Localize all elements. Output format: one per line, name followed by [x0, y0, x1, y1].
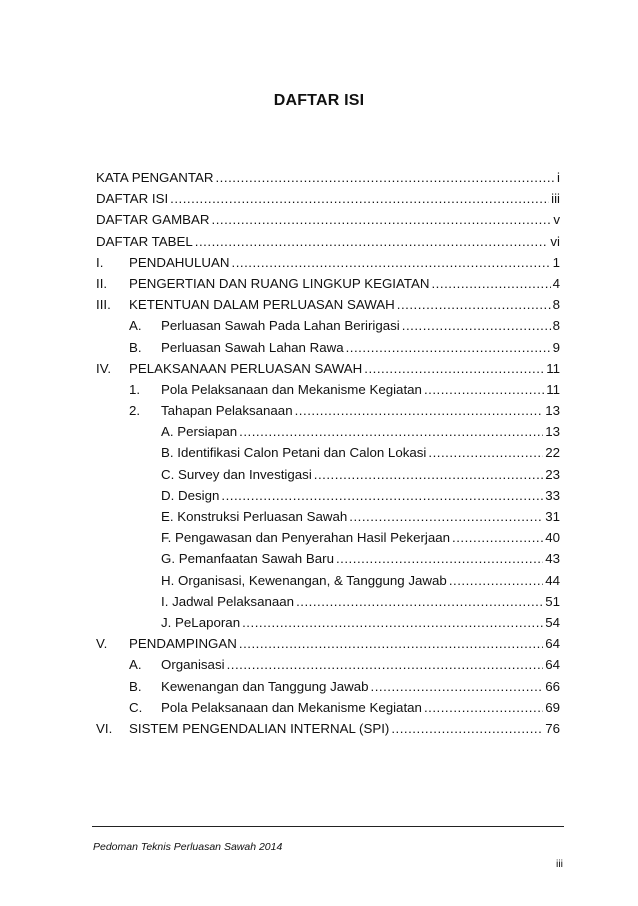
toc-entry-number: A.	[129, 318, 142, 334]
toc-entry[interactable]	[96, 679, 560, 700]
toc-entry-number: B.	[129, 339, 142, 355]
toc-entry[interactable]	[96, 721, 560, 742]
toc-entry-label: H. Organisasi, Kewenangan, & Tanggung Jawab	[161, 572, 447, 588]
toc-entry-page: iii	[551, 191, 560, 207]
toc-dot-leader	[336, 551, 543, 566]
toc-entry-page: 64	[545, 657, 560, 673]
toc-entry[interactable]	[96, 424, 560, 445]
toc-dot-leader	[346, 340, 551, 355]
toc-entry-label: DAFTAR ISI	[96, 191, 169, 207]
toc-entry[interactable]	[96, 615, 560, 636]
toc-entry-label: KATA PENGANTAR	[96, 170, 214, 185]
toc-entry-page: vi	[550, 233, 560, 249]
toc-entry-label: PENGERTIAN DAN RUANG LINGKUP KEGIATAN	[129, 275, 430, 291]
toc-entry[interactable]	[96, 276, 560, 297]
toc-entry[interactable]	[96, 212, 560, 233]
toc-entry-number: III.	[96, 297, 111, 313]
footer-title: Pedoman Teknis Perluasan Sawah 2014	[93, 841, 283, 853]
toc-dot-leader	[215, 170, 555, 185]
toc-entry-label: E. Konstruksi Perluasan Sawah	[161, 509, 348, 524]
toc-entry-label: G. Pemanfaatan Sawah Baru	[161, 551, 334, 567]
toc-dot-leader	[221, 488, 543, 503]
toc-entry-page: 22	[545, 445, 560, 461]
toc-entry-page: 13	[545, 424, 560, 440]
toc-entry[interactable]	[96, 573, 560, 594]
toc-entry-page: 69	[545, 699, 560, 715]
toc-entry-page: 4	[552, 275, 560, 291]
toc-entry-page: 33	[545, 487, 560, 503]
toc-entry[interactable]	[96, 445, 560, 466]
toc-entry[interactable]	[96, 467, 560, 488]
toc-entry[interactable]	[96, 509, 560, 530]
toc-entry[interactable]	[96, 318, 560, 339]
toc-entry-number: I.	[96, 254, 104, 270]
toc-entry[interactable]	[96, 170, 560, 191]
toc-entry-page: 64	[545, 636, 560, 652]
toc-dot-leader	[349, 509, 543, 524]
toc-dot-leader	[364, 361, 544, 376]
toc-entry-label: Pola Pelaksanaan dan Mekanisme Kegiatan	[161, 381, 422, 397]
toc-entry-number: 1.	[129, 381, 141, 397]
toc-entry-page: 9	[552, 339, 560, 355]
toc-entry-label: A. Persiapan	[161, 424, 238, 440]
toc-entry[interactable]	[96, 488, 560, 509]
toc-entry-page: 11	[546, 381, 560, 397]
toc-entry-number: V.	[96, 636, 108, 652]
toc-entry[interactable]	[96, 191, 560, 212]
toc-entry-label: Kewenangan dan Tanggung Jawab	[161, 678, 369, 694]
toc-entry-page: 8	[552, 318, 560, 334]
toc-entry-label: PELAKSANAAN PERLUASAN SAWAH	[129, 360, 363, 376]
toc-entry-page: 23	[545, 466, 560, 482]
toc-entry-label: I. Jadwal Pelaksanaan	[161, 593, 295, 609]
toc-entry-number: C.	[129, 699, 143, 715]
toc-entry[interactable]	[96, 361, 560, 382]
toc-entry-number: A.	[129, 657, 142, 673]
toc-entry-page: 40	[545, 530, 560, 546]
page-title: DAFTAR ISI	[273, 92, 365, 109]
toc-entry-number: IV.	[96, 360, 112, 376]
toc-entry-page: i	[557, 170, 560, 185]
toc-dot-leader	[239, 424, 543, 439]
toc-entry-page: v	[553, 212, 560, 228]
toc-entry[interactable]	[96, 594, 560, 615]
toc-dot-leader	[397, 297, 551, 312]
toc-dot-leader	[371, 679, 544, 694]
toc-entry-number: VI.	[96, 720, 113, 736]
toc-entry-page: 13	[545, 403, 560, 419]
toc-dot-leader	[296, 594, 543, 609]
toc-entry-page: 66	[545, 678, 560, 694]
toc-entry[interactable]	[96, 340, 560, 361]
toc-dot-leader	[295, 403, 544, 418]
toc-entry-label: KETENTUAN DALAM PERLUASAN SAWAH	[129, 297, 395, 313]
toc-dot-leader	[391, 721, 543, 736]
toc-entry[interactable]	[96, 255, 560, 276]
toc-entry[interactable]	[96, 530, 560, 551]
toc-entry-number: B.	[129, 678, 142, 694]
footer-divider	[92, 826, 564, 827]
toc-dot-leader	[242, 615, 543, 630]
toc-dot-leader	[314, 467, 543, 482]
toc-dot-leader	[424, 700, 543, 715]
toc-entry-label: F. Pengawasan dan Penyerahan Hasil Pekerjaan	[161, 530, 451, 546]
toc-entry[interactable]	[96, 636, 560, 657]
toc-entry[interactable]	[96, 382, 560, 403]
toc-entry-label: J. PeLaporan	[161, 614, 241, 630]
toc-entry-label: Perluasan Sawah Pada Lahan Beririgasi	[161, 318, 400, 334]
toc-entry-page: 43	[545, 551, 560, 567]
toc-entry-label: Perluasan Sawah Lahan Rawa	[161, 339, 344, 355]
toc-dot-leader	[431, 276, 550, 291]
toc-entry-label: DAFTAR GAMBAR	[96, 212, 210, 228]
toc-entry-page: 31	[545, 509, 560, 524]
toc-entry[interactable]	[96, 551, 560, 572]
toc-dot-leader	[452, 530, 543, 545]
toc-entry-page: 54	[545, 614, 560, 630]
toc-entry[interactable]	[96, 403, 560, 424]
toc-entry[interactable]	[96, 700, 560, 721]
toc-entry-label: B. Identifikasi Calon Petani dan Calon Lokasi	[161, 445, 427, 461]
table-of-contents	[96, 170, 560, 742]
toc-dot-leader	[428, 445, 543, 460]
toc-dot-leader	[402, 318, 551, 333]
toc-dot-leader	[195, 234, 549, 249]
toc-dot-leader	[239, 636, 543, 651]
toc-entry-label: Organisasi	[161, 657, 225, 673]
toc-entry[interactable]	[96, 234, 560, 255]
toc-entry-number: 2.	[129, 403, 141, 419]
toc-dot-leader	[227, 657, 544, 672]
toc-dot-leader	[232, 255, 551, 270]
toc-entry-label: SISTEM PENGENDALIAN INTERNAL (SPI)	[129, 720, 390, 736]
toc-entry-label: PENDAHULUAN	[129, 254, 230, 270]
toc-entry-label: Tahapan Pelaksanaan	[161, 403, 293, 419]
toc-entry-label: C. Survey dan Investigasi	[161, 466, 312, 482]
page-number: iii	[556, 858, 563, 870]
toc-dot-leader	[212, 212, 552, 227]
toc-entry-page: 8	[552, 297, 560, 313]
toc-dot-leader	[424, 382, 544, 397]
toc-entry-page: 1	[552, 254, 560, 270]
toc-dot-leader	[449, 573, 543, 588]
toc-entry[interactable]	[96, 297, 560, 318]
toc-entry-label: D. Design	[161, 487, 220, 503]
toc-entry-page: 51	[545, 593, 560, 609]
toc-entry-label: Pola Pelaksanaan dan Mekanisme Kegiatan	[161, 699, 422, 715]
toc-entry-label: PENDAMPINGAN	[129, 636, 237, 652]
toc-entry-page: 44	[545, 572, 560, 588]
toc-entry-page: 11	[546, 360, 560, 376]
toc-dot-leader	[170, 191, 549, 206]
toc-entry-label: DAFTAR TABEL	[96, 233, 193, 249]
toc-entry[interactable]	[96, 657, 560, 678]
toc-entry-page: 76	[545, 720, 560, 736]
toc-entry-number: II.	[96, 275, 108, 291]
